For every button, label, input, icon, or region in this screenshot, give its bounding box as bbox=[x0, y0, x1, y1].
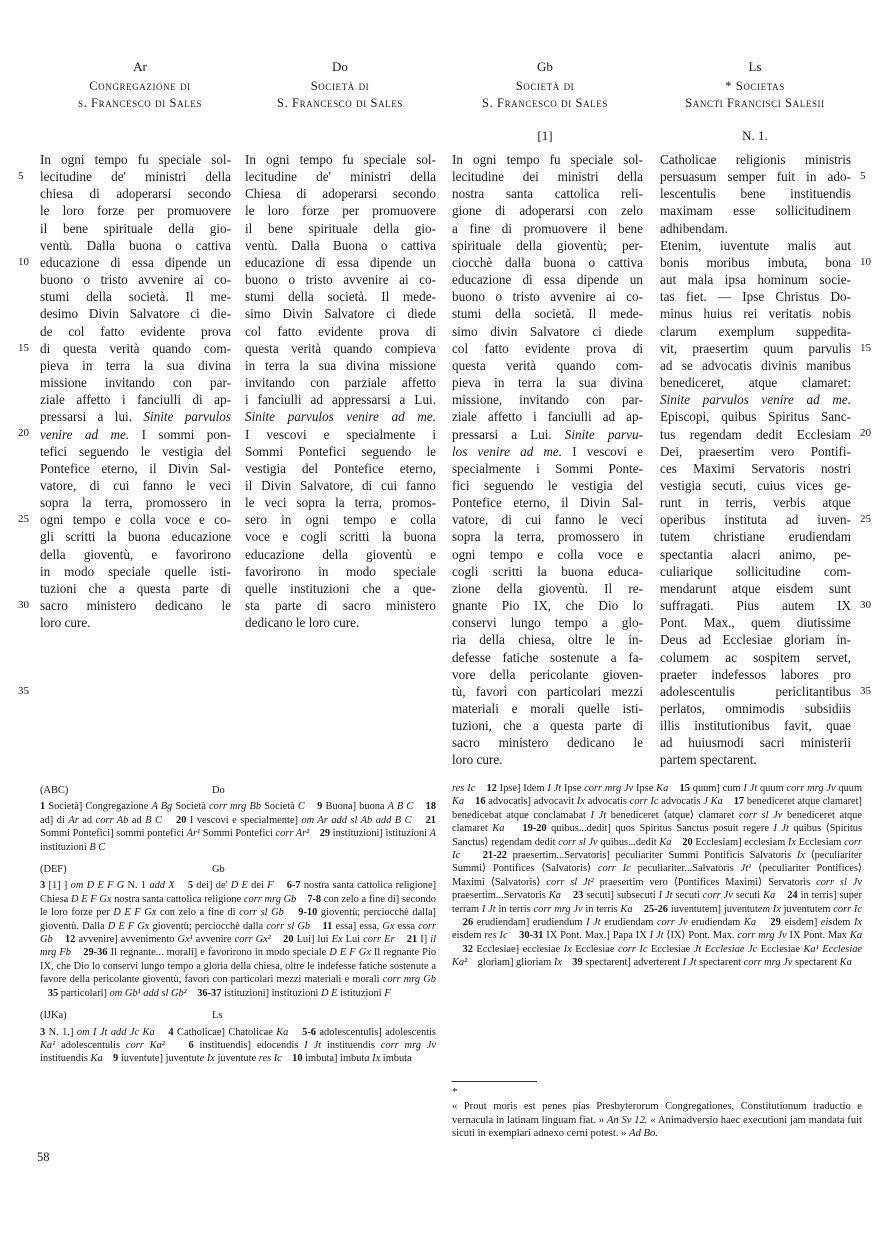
line-number: 30 bbox=[860, 598, 871, 611]
text-line: vatore, di cui fanno le veci bbox=[452, 512, 643, 528]
text-line: tuzioni che a questa parte di bbox=[40, 580, 231, 596]
siglum: Gb bbox=[537, 59, 553, 74]
text-line: sopra la terra, promossero in bbox=[40, 495, 231, 511]
apparatus-siglum: Gb bbox=[212, 864, 225, 876]
witness-group: (ABC) bbox=[40, 785, 69, 796]
text-line: le veci sopra la terra, promos- bbox=[245, 495, 436, 511]
title-line: Società di bbox=[310, 79, 370, 93]
text-line: Sinite parvulos venire ad me. bbox=[660, 392, 851, 408]
text-line: tus regendam dedit Ecclesiam bbox=[660, 426, 851, 442]
text-column-ar bbox=[40, 151, 231, 631]
text-line: stumi della società. Il mede- bbox=[452, 306, 643, 322]
text-line: il bene spirituale della gio- bbox=[40, 220, 231, 236]
text-line: col fatto evidente prova di bbox=[245, 323, 436, 339]
line-number: 5 bbox=[18, 170, 24, 183]
text-line: pressarsi a lui. Sinite parvulos bbox=[40, 409, 231, 425]
text-line: ziale affetto i fanciulli di ap- bbox=[40, 392, 231, 408]
text-line: mendarunt atque eisdem sunt bbox=[660, 580, 851, 596]
witness-group: (IJKa) bbox=[40, 1010, 67, 1022]
siglum: Ar bbox=[133, 59, 147, 74]
text-line: educazione di essa dipende un bbox=[40, 254, 231, 270]
title-line: S. Francesco di Sales bbox=[482, 96, 608, 110]
text-line: adolescentulis periclitantibus bbox=[660, 683, 851, 699]
line-number: 10 bbox=[860, 255, 871, 268]
page-number: 58 bbox=[37, 1150, 50, 1164]
line-number: 15 bbox=[18, 341, 29, 354]
text-column-ls bbox=[660, 151, 851, 769]
text-line: dedicano le loro cure. bbox=[245, 615, 360, 631]
apparatus-siglum: Ls bbox=[212, 1010, 223, 1022]
text-line: I vescovi e specialmente i bbox=[245, 426, 436, 442]
text-column-gb bbox=[452, 151, 643, 769]
text-line: Pontefice eterno, il Divin Sal- bbox=[452, 495, 643, 511]
line-number: 35 bbox=[860, 684, 871, 697]
text-line: pieva in terra la sua divina bbox=[40, 357, 231, 373]
text-line: clarum exemplum suppedita- bbox=[660, 323, 851, 339]
text-line: ziale affetto i fanciulli ad ap- bbox=[452, 409, 643, 425]
text-line: Chiesa di adoperarsi secondo bbox=[245, 186, 436, 202]
text-line: il Divin Salvatore, di cui fanno bbox=[245, 477, 436, 493]
text-line: ciocchè dalla buona o cattiva bbox=[452, 254, 643, 270]
text-line: persuasum semper fuit in ado- bbox=[660, 169, 851, 185]
text-line: vestigia del Pontefice eterno, bbox=[245, 460, 436, 476]
text-line: in terra la sua divina missione bbox=[245, 357, 436, 373]
siglum: Ls bbox=[748, 59, 762, 74]
text-line: columem ac sospitem servet, bbox=[660, 649, 851, 665]
text-line: sopra la terra, promossero in bbox=[452, 529, 643, 545]
line-number: 25 bbox=[18, 513, 29, 526]
text-line: gione di adoperarsi con zelo bbox=[452, 203, 643, 219]
text-line: vit, praesertim quum parvulis bbox=[660, 340, 851, 356]
line-number: 15 bbox=[860, 341, 871, 354]
column-header-do bbox=[245, 58, 435, 112]
text-line: benediceret, atque clamaret: bbox=[660, 375, 851, 391]
text-line: Catholicae religionis ministris bbox=[660, 152, 851, 167]
text-line: culiarique sollicitudine com- bbox=[660, 563, 851, 579]
text-line: specialmente i Sommi Ponte- bbox=[452, 460, 643, 476]
line-number: 20 bbox=[18, 427, 29, 440]
text-line: maximam esse sollicitudinem bbox=[660, 203, 851, 219]
text-line: sacro ministero dedicano le bbox=[40, 598, 231, 614]
text-column-do bbox=[245, 151, 436, 631]
apparatus-left bbox=[40, 782, 436, 1075]
apparatus-heading-abc bbox=[40, 784, 436, 797]
apparatus-entry-ls: res Ic 12 Ipse] Idem I Jt Ipse corr mrg Jv Ipse Ka 15 quum] cum I Jt quum corr mrg Jv quum Ka 16 advocatis] advocavit Ix advocatis corr Ic advocatis J Ka 17 benediceret atque clamaret] benedicebat atque conclamabat I Jt benediceret ⟨atque⟩ clamaret corr sl Jv benediceret atque clamaret Ka 19-20 quibus...dedit] quos Spiritus Sanctus posuit regere I Jt quibus ⟨Spiritus Sanctus⟩ regendam dedit corr sl Jv quibus...dedit Ka 20 Ecclesiam] ecclesiam Ix Ecclesiam corr Ic 21-22 praesertim...Servatoris] peculiariter Summi Pontificis Salvatoris Ix ⟨peculiariter Summi⟩ Pontifices ⟨Salvatoris⟩ corr Ic peculiariter...Salvatoris Jt¹ ⟨peculiariter Pontifices⟩ Maximi ⟨Salvatoris⟩ corr sl Jt² praesertim vero ⟨Pontifices Maximi⟩ Servatoris corr sl Jv praesertim...Servatoris Ka 23 secuti] subsecuti I Jt secuti corr Jv secuti Ka 24 in terris] super terram I Jt in terris corr mrg Jv in terris Ka 25-26 iuventutem] juventutem Ix juventutem corr Ic 26 erudiendam] erudiendum I Jt erudiendam corr Jv erudiendam Ka 29 eisdem] eisdem Ix eisdem res Ic 30-31 IX Pont. Max.] Papa IX I Jt ⟨IX⟩ Pont. Max. corr mrg Jv IX Pont. Max Ka 32 Ecclesiae] ecclesiae Ix Ecclesiae corr Ic Ecclesiae Jt Ecclesiae Jc Ecclesiae Ka¹ Ecclesiae Ka² gloriam] glioriam Ix 39 spectarent] adverterent I Jt spectarent corr mrg Jv spectarent Ka bbox=[452, 783, 863, 969]
text-line: simo divin Salvatore ci diede bbox=[452, 323, 643, 339]
text-line: invitando con parziale affetto bbox=[245, 375, 436, 391]
footnote-rule bbox=[452, 1081, 537, 1082]
text-line: In ogni tempo fu speciale sol- bbox=[40, 152, 231, 167]
text-line: buono o tristo avvenire ai co- bbox=[245, 272, 436, 288]
text-line: tefici seguendo le vestigia del bbox=[40, 443, 231, 459]
text-line: conservi lungo tempo a glo- bbox=[452, 615, 643, 631]
text-line: nostra santa cattolica reli- bbox=[452, 186, 643, 202]
text-line: di questa verità quando com- bbox=[40, 340, 231, 356]
text-line: il bene spirituale della gio- bbox=[245, 220, 436, 236]
text-line: In ogni tempo fu speciale sol- bbox=[245, 152, 436, 167]
text-line: defesse fatiche sostenute a fa- bbox=[452, 649, 643, 665]
text-line: della gioventù, e favorirono bbox=[40, 546, 231, 562]
title-line: Società di bbox=[515, 79, 575, 93]
text-line: Pont. Max., quem diutissime bbox=[660, 615, 851, 631]
text-line: questa verità quando compieva bbox=[245, 340, 436, 356]
footnote: « Prout moris est penes pias Presbyterorum Congregationes, Constitutionum traductio e vernacula in latinam linguam fiat. » An Sv 12. « Animadversio haec executioni jam mandata fuit sicuti in exemplari adnexo cerni potest. » Ad Bo. bbox=[452, 1101, 862, 1140]
apparatus-heading-ijka bbox=[40, 1009, 436, 1022]
text-line: sacro ministero dedicano le bbox=[452, 735, 643, 751]
text-line: pieva in terra la sua divina bbox=[452, 375, 643, 391]
text-line: Deus ad Ecclesiae gloriam in- bbox=[660, 632, 851, 648]
line-number: 10 bbox=[18, 255, 29, 268]
text-line: operibus instituta ad iuven- bbox=[660, 512, 851, 528]
text-line: ad se advocatis divinis manibus bbox=[660, 357, 851, 373]
text-line: stumi della società. Il mede- bbox=[245, 289, 436, 305]
text-line: ventù. Dalla buona o cattiva bbox=[40, 237, 231, 253]
text-line: stumi della società. Il me- bbox=[40, 289, 231, 305]
text-line: Dei, praesertim vero Pontifi- bbox=[660, 443, 851, 459]
siglum: Do bbox=[332, 59, 348, 74]
line-number: 30 bbox=[18, 598, 29, 611]
witness-group: (DEF) bbox=[40, 864, 67, 876]
text-line: chiesa di adoperarsi secondo bbox=[40, 186, 231, 202]
text-line: gnante Pio IX, che Dio lo bbox=[452, 598, 643, 614]
text-line: Sinite parvulos venire ad me. bbox=[245, 409, 436, 425]
apparatus-entry-def: 3 [1] ] om D E F G N. 1 add X 5 dei] de' D E dei F 6-7 nostra santa cattolica religione] Chiesa D E F Gx nostra santa cattolica religione corr mrg Gb 7-8 con zelo a fine di] secondo le loro forze per D E F Gx con zelo a fine di corr sl Gb 9-10 gioventù; perciocchè dalla] gioventù. Dalla D E F Gx gioventù; perciocchè dalla corr sl Gb 11 essa] essa, Gx essa corr Gb 12 avvenire] avvenimento Gx¹ avvenire corr Gx² 20 Lui] lui Ex Lui corr Er 21 I] il mrg Fb 29-36 Il regnante... morali] e favorirono in modo speciale D E F Gx Il regnante Pio IX, che Dio lo conservi lungo tempo a gloria della chiesa, oltre le indefesse fatiche sostenute a favore della pericolante gioventù, favorì con particolari mezzi materiali e morali corr mrg Gb 35 particolari] om Gb¹ add sl Gb² 36-37 istituzioni] instituzioni D E istituzioni F bbox=[40, 880, 437, 999]
text-line: lecitudine de' ministri della bbox=[245, 169, 436, 185]
text-line: lecitudine dei ministri della bbox=[452, 169, 643, 185]
text-line: vore della pericolante gioven- bbox=[452, 666, 643, 682]
text-line: materiali e morali quelle isti- bbox=[452, 701, 643, 716]
text-line: illis institutionibus favit, quae bbox=[660, 718, 851, 734]
text-line: tù, favorì con particolari mezzi bbox=[452, 683, 643, 699]
text-line: bonis moribus imbuta, bona bbox=[660, 254, 851, 270]
text-line: voce e cogli scritti la buona bbox=[245, 529, 436, 545]
text-line: a fine di promuovere il bene bbox=[452, 220, 643, 236]
apparatus-right bbox=[452, 782, 862, 979]
text-line: runt in terris, verbis atque bbox=[660, 495, 851, 511]
text-line: gli scritti la buona educazione bbox=[40, 529, 231, 545]
text-line: le loro forze per promuovere bbox=[245, 203, 436, 219]
text-line: In ogni tempo fu speciale sol- bbox=[452, 152, 643, 167]
text-line: tas fiet. — Ipse Christus Do- bbox=[660, 289, 851, 305]
text-line: de col fatto evidente prova bbox=[40, 323, 231, 339]
text-line: Episcopi, quibus Spiritus Sanc- bbox=[660, 409, 851, 425]
text-line: loro cure. bbox=[40, 615, 91, 631]
line-number: 25 bbox=[860, 513, 871, 526]
text-line: Sommi Pontefici seguendo le bbox=[245, 443, 436, 459]
text-line: missione, invitando con par- bbox=[452, 392, 643, 408]
text-line: cogli scritti la buona educa- bbox=[452, 563, 643, 579]
apparatus-siglum: Do bbox=[212, 785, 225, 796]
text-line: i fanciulli ad appressarsi a Lui. bbox=[245, 392, 436, 408]
title-line: s. Francesco di Sales bbox=[77, 96, 203, 110]
text-line: spectantia alacri animo, pe- bbox=[660, 546, 851, 562]
text-line: buono o tristo avvenire ai co- bbox=[452, 289, 643, 305]
text-line: vatore, di cui fanno le veci bbox=[40, 477, 231, 493]
text-line: partem spectarent. bbox=[660, 752, 757, 768]
apparatus-heading-def bbox=[40, 863, 436, 876]
text-line: col fatto evidente prova di bbox=[452, 340, 643, 356]
text-line: educazione di essa dipende un bbox=[245, 254, 436, 270]
text-line: suffragati. Pius autem IX bbox=[660, 598, 851, 614]
text-line: Pontefice eterno, il Divin Sal- bbox=[40, 460, 231, 476]
text-line: los venire ad me. I vescovi e bbox=[452, 443, 643, 459]
text-line: pressarsi a Lui. Sinite parvu- bbox=[452, 426, 643, 442]
title-line: Sancti Francisci Salesii bbox=[685, 96, 825, 110]
text-line: lecitudine de' ministri della bbox=[40, 169, 231, 185]
text-line: tuzioni, che a questa parte di bbox=[452, 718, 643, 734]
text-line: lescentulis bene instituendis bbox=[660, 186, 851, 202]
text-line: Etenim, iuventute malis aut bbox=[660, 237, 851, 253]
apparatus-entry-ijka: 3 N. 1.] om I Jt add Jc Ka 4 Catholicae] Chatolicae Ka 5-6 adolescentulis] adolescentis Ka¹ adolescentulis corr Ka² 6 instituendis] edocendis I Jt instituendis corr mrg Jv instituendis Ka 9 iuventute] juventute Ix juventute res Ic 10 imbuta] imbuta Ix imbuta bbox=[40, 1026, 437, 1065]
text-line: desimo Divin Salvatore ci die- bbox=[40, 306, 231, 322]
text-line: le loro forze per promuovere bbox=[40, 203, 231, 219]
text-line: spirituale della gioventù; per- bbox=[452, 237, 643, 253]
text-line: ad huiusmodi sacri ministerii bbox=[660, 735, 851, 751]
text-line: fici seguendo le vestigia del bbox=[452, 477, 643, 493]
text-line: missione invitando con par- bbox=[40, 375, 231, 391]
section-number-gb: [1] bbox=[537, 128, 553, 143]
text-line: quelle instituzioni che a que- bbox=[245, 580, 436, 596]
text-line: zione della gioventù. Il re- bbox=[452, 580, 643, 596]
text-line: ria della chiesa, oltre le in- bbox=[452, 632, 643, 648]
column-header-ar bbox=[50, 58, 230, 112]
line-number: 5 bbox=[860, 170, 866, 183]
text-line: educazione di essa dipende un bbox=[452, 272, 643, 288]
text-line: buono o tristo avvenire ai co- bbox=[40, 272, 231, 288]
text-line: adhibendam. bbox=[660, 220, 728, 236]
text-line: ogni tempo e colla voce e co- bbox=[40, 512, 231, 528]
text-line: ventù. Dalla Buona o cattiva bbox=[245, 237, 436, 253]
title-line: Congregazione di bbox=[89, 79, 191, 93]
text-line: praeter indefessos labores pro bbox=[660, 666, 851, 682]
text-line: ces Maximi Servatoris nostri bbox=[660, 460, 851, 476]
text-line: aut mala ipsa hominum socie- bbox=[660, 272, 851, 288]
title-line: * Societas bbox=[725, 79, 785, 93]
text-line: perlatos, omnimodis subsidiis bbox=[660, 701, 851, 716]
text-line: in modo speciale quelle isti- bbox=[40, 563, 231, 579]
text-line: sero in ogni tempo e colla bbox=[245, 512, 436, 528]
title-line: S. Francesco di Sales bbox=[277, 96, 403, 110]
text-line: tutem christiane erudiendam bbox=[660, 529, 851, 545]
footnote-marker: * bbox=[452, 1086, 458, 1098]
column-header-gb bbox=[450, 58, 640, 112]
text-line: loro cure. bbox=[452, 752, 503, 768]
text-line: minus huius rei veritatis nobis bbox=[660, 306, 851, 322]
text-line: ogni tempo e colla voce e bbox=[452, 546, 643, 562]
text-line: educazione della gioventù e bbox=[245, 546, 436, 562]
line-number: 35 bbox=[18, 684, 29, 697]
apparatus-entry-abc: 1 Società] Congregazione A Bg Società corr mrg Bb Società C 9 Buona] buona A B C 18 ad] di Ar ad corr Ab ad B C 20 I vescovi e specialmente] om Ar add sl Ab add B C 21 Sommi Pontefici] sommi pontefici Ar¹ Sommi Pontefici corr Ar² 29 instituzioni] istituzioni A instituzioni B C bbox=[40, 801, 437, 853]
text-line: questa verità quando com- bbox=[452, 357, 643, 373]
section-number-ls: N. 1. bbox=[742, 128, 768, 143]
text-line: venire ad me. I sommi pon- bbox=[40, 426, 231, 442]
column-header-ls bbox=[655, 58, 855, 112]
text-line: favorirono in modo speciale bbox=[245, 563, 436, 579]
text-line: vestigia secuti, cuius vices ge- bbox=[660, 477, 851, 493]
line-number: 20 bbox=[860, 427, 871, 440]
text-line: simo Divin Salvatore ci diede bbox=[245, 306, 436, 322]
text-line: sta parte di sacro ministero bbox=[245, 598, 436, 614]
